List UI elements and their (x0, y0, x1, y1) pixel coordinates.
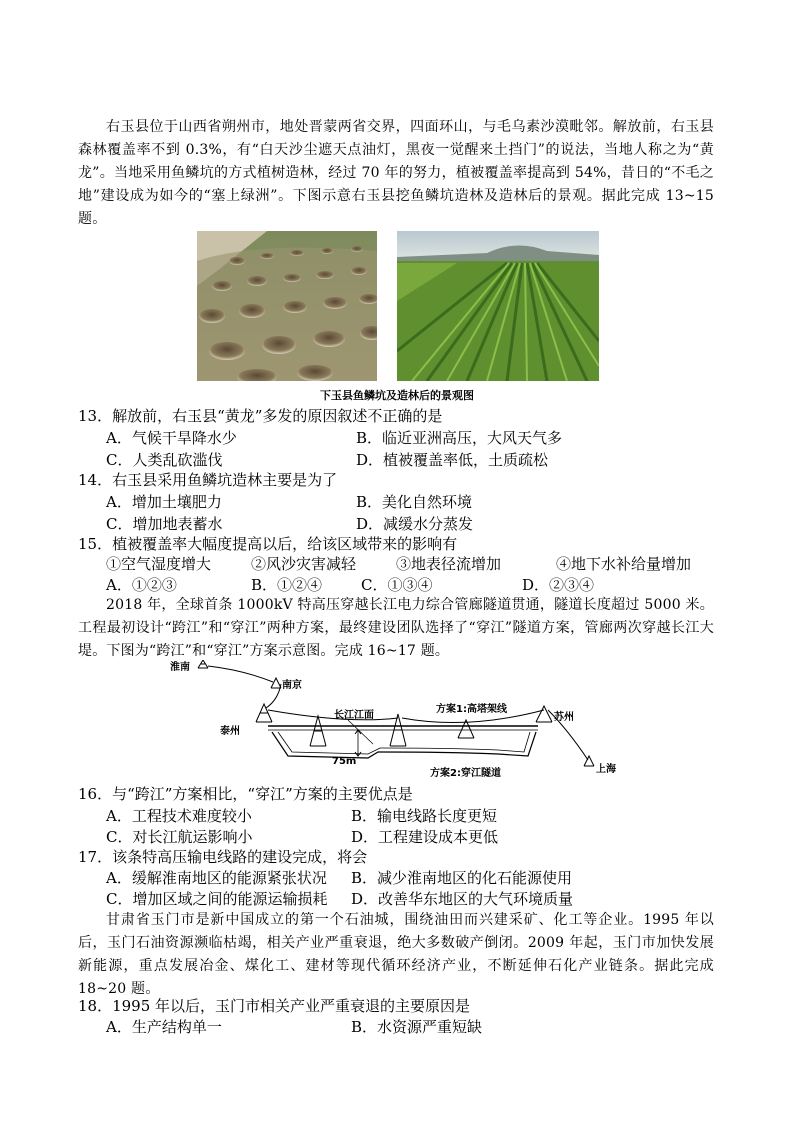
q14-option-c[interactable]: C．增加地表蓄水 (106, 515, 223, 533)
q14-option-d[interactable]: D．减缓水分蒸发 (356, 515, 474, 533)
q14-option-a[interactable]: A．增加土壤肥力 (106, 493, 222, 511)
label-taizhou: 泰州 (220, 726, 240, 737)
q17-option-c[interactable]: C．增加区域之间的能源运输损耗 (106, 890, 328, 908)
q18-option-a[interactable]: A．生产结构单一 (106, 1018, 222, 1036)
question-15-stem: 15．植被覆盖率大幅度提高以后，给该区域带来的影响有 (78, 535, 458, 553)
label-shanghai: 上海 (596, 764, 616, 775)
q16-option-a[interactable]: A．工程技术难度较小 (106, 807, 252, 825)
question-13-stem: 13．解放前，右玉县“黄龙”多发的原因叙述不正确的是 (78, 407, 443, 425)
question-14-stem: 14．右玉县采用鱼鳞坑造林主要是为了 (78, 471, 338, 489)
q16-option-c[interactable]: C．对长江航运影响小 (106, 828, 253, 846)
question-18-stem: 18．1995 年以后，玉门市相关产业严重衰退的主要原因是 (78, 997, 471, 1015)
q13-option-b[interactable]: B．临近亚洲高压，大风天气多 (356, 429, 563, 447)
q13-option-d[interactable]: D．植被覆盖率低，土质疏松 (356, 451, 549, 469)
q16-option-b[interactable]: B．输电线路长度更短 (351, 807, 498, 825)
passage-uhv-tunnel: 2018 年，全球首条 1000kV 特高压穿越长江电力综合管廊隧道贯通，隧道长度超过 5000 米。工程最初设计“跨江”和“穿江”两种方案，最终建设团队选择了“穿江”隧道方案，管廊两次穿越长江大堤。下图为“跨江”和“穿江”方案示意图。完成 16~17 题。 (78, 597, 714, 659)
q14-option-b[interactable]: B．美化自然环境 (356, 493, 473, 511)
label-river-surface: 长江江面 (334, 710, 374, 721)
label-plan-1: 方案1:高塔架线 (436, 704, 507, 715)
q17-option-a[interactable]: A．缓解淮南地区的能源紧张状况 (106, 869, 327, 887)
q15-option-c[interactable]: C．①③④ (361, 576, 433, 594)
q15-option-b[interactable]: B．①②④ (251, 576, 323, 594)
q17-option-b[interactable]: B．减少淮南地区的化石能源使用 (351, 869, 573, 887)
crossing-plans-diagram (168, 660, 638, 780)
photo-caption: 下玉县鱼鳞坑及造林后的景观图 (320, 389, 474, 402)
question-17-stem: 17．该条特高压输电线路的建设完成，将会 (78, 848, 368, 866)
label-depth: 75m (332, 756, 357, 767)
question-16-stem: 16．与“跨江”方案相比，“穿江”方案的主要优点是 (78, 785, 413, 803)
q13-option-a[interactable]: A．气候干旱降水少 (106, 429, 237, 447)
label-nanjing: 南京 (282, 680, 302, 691)
q16-option-d[interactable]: D．工程建设成本更低 (351, 828, 499, 846)
label-plan-2: 方案2:穿江隧道 (430, 768, 501, 779)
label-suzhou: 苏州 (554, 712, 574, 723)
q18-option-b[interactable]: B．水资源严重短缺 (351, 1018, 483, 1036)
afforestation-landscape-photo (397, 231, 599, 381)
q15-statement-2: ②风沙灾害减轻 (251, 555, 357, 573)
label-huainan: 淮南 (170, 662, 190, 673)
passage-yumen: 甘肃省玉门市是新中国成立的第一个石油城，围绕油田而兴建采矿、化工等企业。1995 年以后，玉门石油资源濒临枯竭，相关产业严重衰退，绝大多数破产倒闭。2009 年起，玉门市加快发展新能源，重点发展冶金、煤化工、建材等现代循环经济产业，不断延伸石化产业链条。据此完成 18~20 题。 (78, 912, 714, 997)
fish-scale-pits-photo (197, 231, 377, 381)
q15-statement-1: ①空气湿度增大 (106, 555, 212, 573)
q15-statement-3: ③地表径流增加 (396, 555, 502, 573)
q15-option-a[interactable]: A．①②③ (106, 576, 177, 594)
q13-option-c[interactable]: C．人类乱砍滥伐 (106, 451, 223, 469)
q15-option-d[interactable]: D．②③④ (522, 576, 595, 594)
passage-youyu: 右玉县位于山西省朔州市，地处晋蒙两省交界，四面环山，与毛乌素沙漠毗邻。解放前，右玉县森林覆盖率不到 0.3%，有“白天沙尘遮天点油灯，黑夜一觉醒来土挡门”的说法，当地人称之为“黄龙”。当地采用鱼鳞坑的方式植树造林，经过 70 年的努力，植被覆盖率提高到 54%，昔日的“不毛之地”建设成为如今的“塞上绿洲”。下图示意右玉县挖鱼鳞坑造林及造林后的景观。据此完成 13~15 题。 (78, 119, 714, 227)
q17-option-d[interactable]: D．改善华东地区的大气环境质量 (351, 890, 574, 908)
q15-statement-4: ④地下水补给量增加 (556, 555, 692, 573)
